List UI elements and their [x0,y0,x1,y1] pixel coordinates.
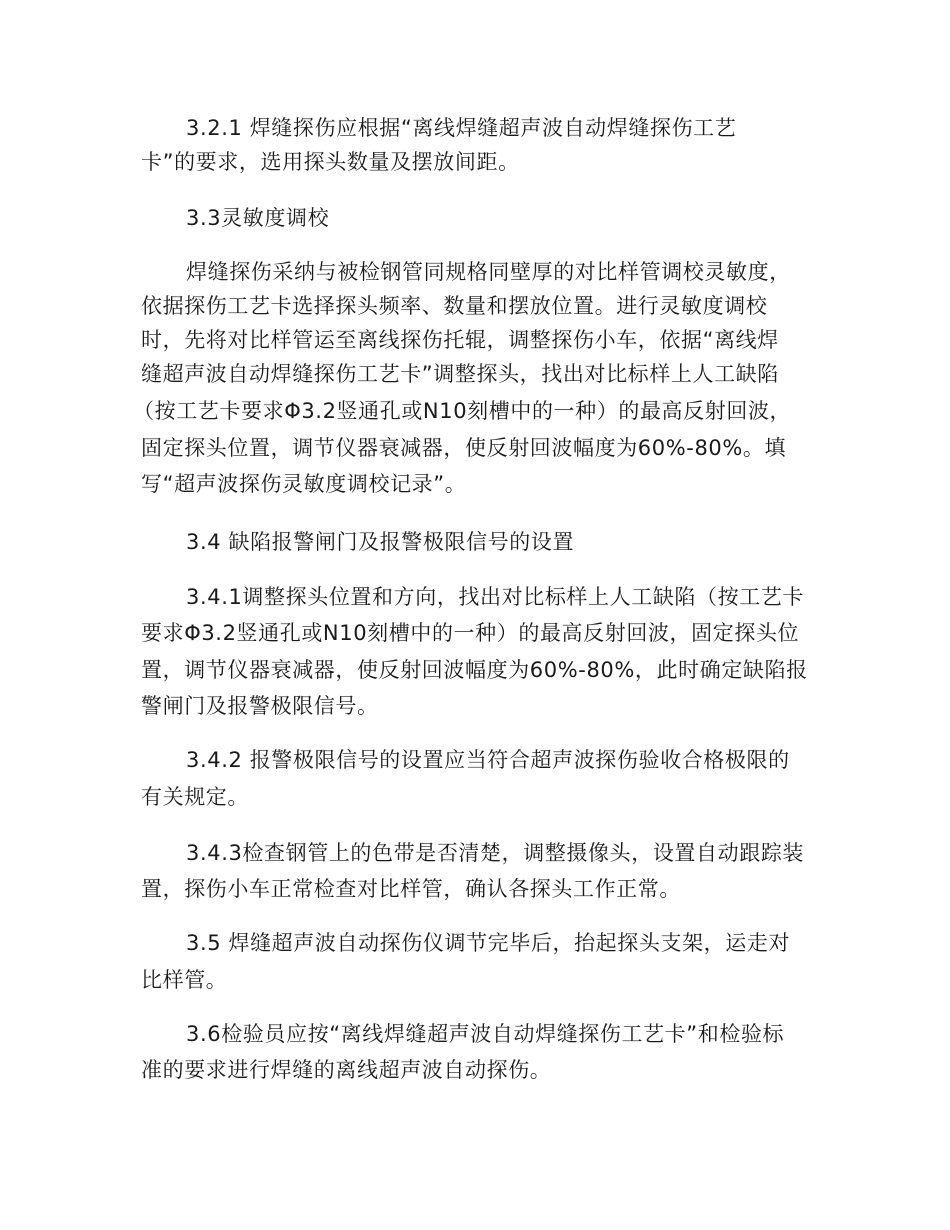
paragraph-3-2-1-line-2: 卡”的要求，选用探头数量及摆放间距。 [141,150,520,174]
paragraph-3-3-line-3: 时，先将对比样管运至离线探伤托辊，调整探伤小车，依据“离线焊 [141,328,779,352]
paragraph-3-4-1-line-2: 要求Φ3.2竖通孔或N10刻槽中的一种）的最高反射回波，固定探头位 [141,621,800,645]
paragraph-3-4-2-line-1: 3.4.2 报警极限信号的设置应当符合超声波探伤验收合格极限的 [186,748,790,772]
paragraph-3-3-line-5: （按工艺卡要求Φ3.2竖通孔或N10刻槽中的一种）的最高反射回波， [133,399,792,423]
paragraph-3-3-line-4: 缝超声波自动焊缝探伤工艺卡”调整探头，找出对比标样上人工缺陷 [141,362,779,386]
paragraph-3-4-1-line-4: 警闸门及报警极限信号。 [141,694,379,718]
paragraph-3-5-line-2: 比样管。 [141,968,228,992]
section-3-4-heading: 3.4 缺陷报警闸门及报警极限信号的设置 [186,530,575,554]
paragraph-3-6-line-1: 3.6检验员应按“离线焊缝超声波自动焊缝探伤工艺卡”和检验标 [186,1022,785,1046]
paragraph-3-6-line-2: 准的要求进行焊缝的离线超声波自动探伤。 [141,1058,552,1082]
paragraph-3-4-3-line-1: 3.4.3检查钢管上的色带是否清楚，调整摄像头，设置自动跟踪装 [186,841,805,865]
paragraph-3-3-line-2: 依据探伤工艺卡选择探头频率、数量和摆放位置。进行灵敏度调校 [141,294,768,318]
paragraph-3-4-1-line-1: 3.4.1调整探头位置和方向，找出对比标样上人工缺陷（按工艺卡 [186,585,805,609]
paragraph-3-4-3-line-2: 置，探伤小车正常检查对比样管，确认各探头工作正常。 [141,877,681,901]
paragraph-3-4-1-line-3: 置，调节仪器衰减器，使反射回波幅度为60%-80%，此时确定缺陷报 [141,658,808,682]
paragraph-3-4-2-line-2: 有关规定。 [141,785,249,809]
paragraph-3-2-1-line-1: 3.2.1 焊缝探伤应根据“离线焊缝超声波自动焊缝探伤工艺 [186,116,737,140]
paragraph-3-3-line-7: 写“超声波探伤灵敏度调校记录”。 [141,472,467,496]
section-3-3-heading: 3.3灵敏度调校 [186,206,330,230]
paragraph-3-3-line-6: 固定探头位置，调节仪器衰减器，使反射回波幅度为60%-80%。填 [141,436,787,460]
paragraph-3-5-line-1: 3.5 焊缝超声波自动探伤仪调节完毕后，抬起探头支架，运走对 [186,931,791,955]
paragraph-3-3-line-1: 焊缝探伤采纳与被检钢管同规格同壁厚的对比样管调校灵敏度， [186,260,791,284]
